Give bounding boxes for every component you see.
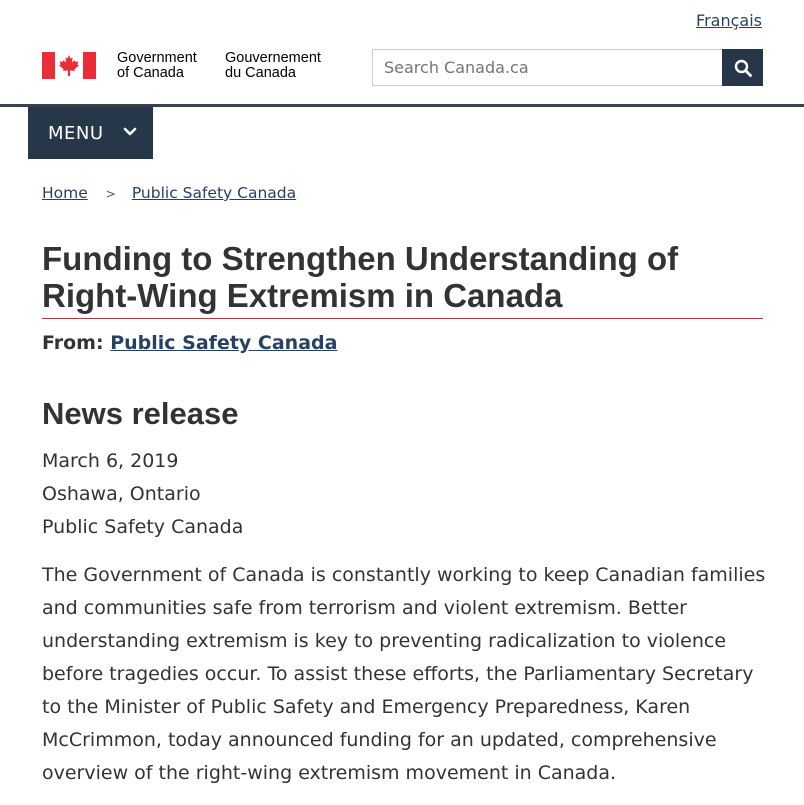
from-department-link[interactable]: Public Safety Canada xyxy=(110,332,338,354)
release-department: Public Safety Canada xyxy=(42,516,244,538)
from-label: From: xyxy=(42,332,104,354)
search-input[interactable] xyxy=(372,49,763,86)
search-icon xyxy=(734,59,752,77)
body-paragraph: The Government of Canada is constantly working to keep Canadian families and communities safe from terrorism and violent extremism. Better understanding extremism is key to preventing radicalization to violence before tragedies occur. To assist these efforts, the Parliamentary Secretary to the Minister of Public Safety and Emergency Preparedness, Karen McCrimmon, today announced funding for an updated, comprehensive overview of the right-wing extremism movement in Canada. xyxy=(42,564,766,784)
section-heading: News release xyxy=(42,396,239,431)
signature-en-line1: Government xyxy=(117,50,197,66)
chevron-down-icon xyxy=(123,127,137,137)
release-location: Oshawa, Ontario xyxy=(42,483,201,505)
title-underline xyxy=(42,318,763,319)
search-button[interactable] xyxy=(722,49,763,86)
menu-label: MENU xyxy=(48,122,104,144)
breadcrumb-separator: > xyxy=(105,187,116,201)
breadcrumb-home-link[interactable]: Home xyxy=(42,184,88,202)
signature-fr-line1: Gouvernement xyxy=(225,50,321,66)
signature-fr-line2: du Canada xyxy=(225,65,296,81)
breadcrumb-public-safety-link[interactable]: Public Safety Canada xyxy=(131,184,297,202)
from-line xyxy=(42,332,337,354)
release-date: March 6, 2019 xyxy=(42,450,179,472)
language-toggle-link[interactable]: Français xyxy=(696,11,762,30)
signature-en-line2: of Canada xyxy=(117,65,184,81)
breadcrumb xyxy=(42,184,296,202)
site-header xyxy=(42,48,762,88)
signature-english xyxy=(117,51,197,81)
page-title: Funding to Strengthen Understanding of Right-Wing Extremism in Canada xyxy=(42,240,679,314)
signature-french xyxy=(225,51,321,81)
canada-flag-icon[interactable] xyxy=(42,52,96,79)
menu-button[interactable] xyxy=(28,107,153,159)
